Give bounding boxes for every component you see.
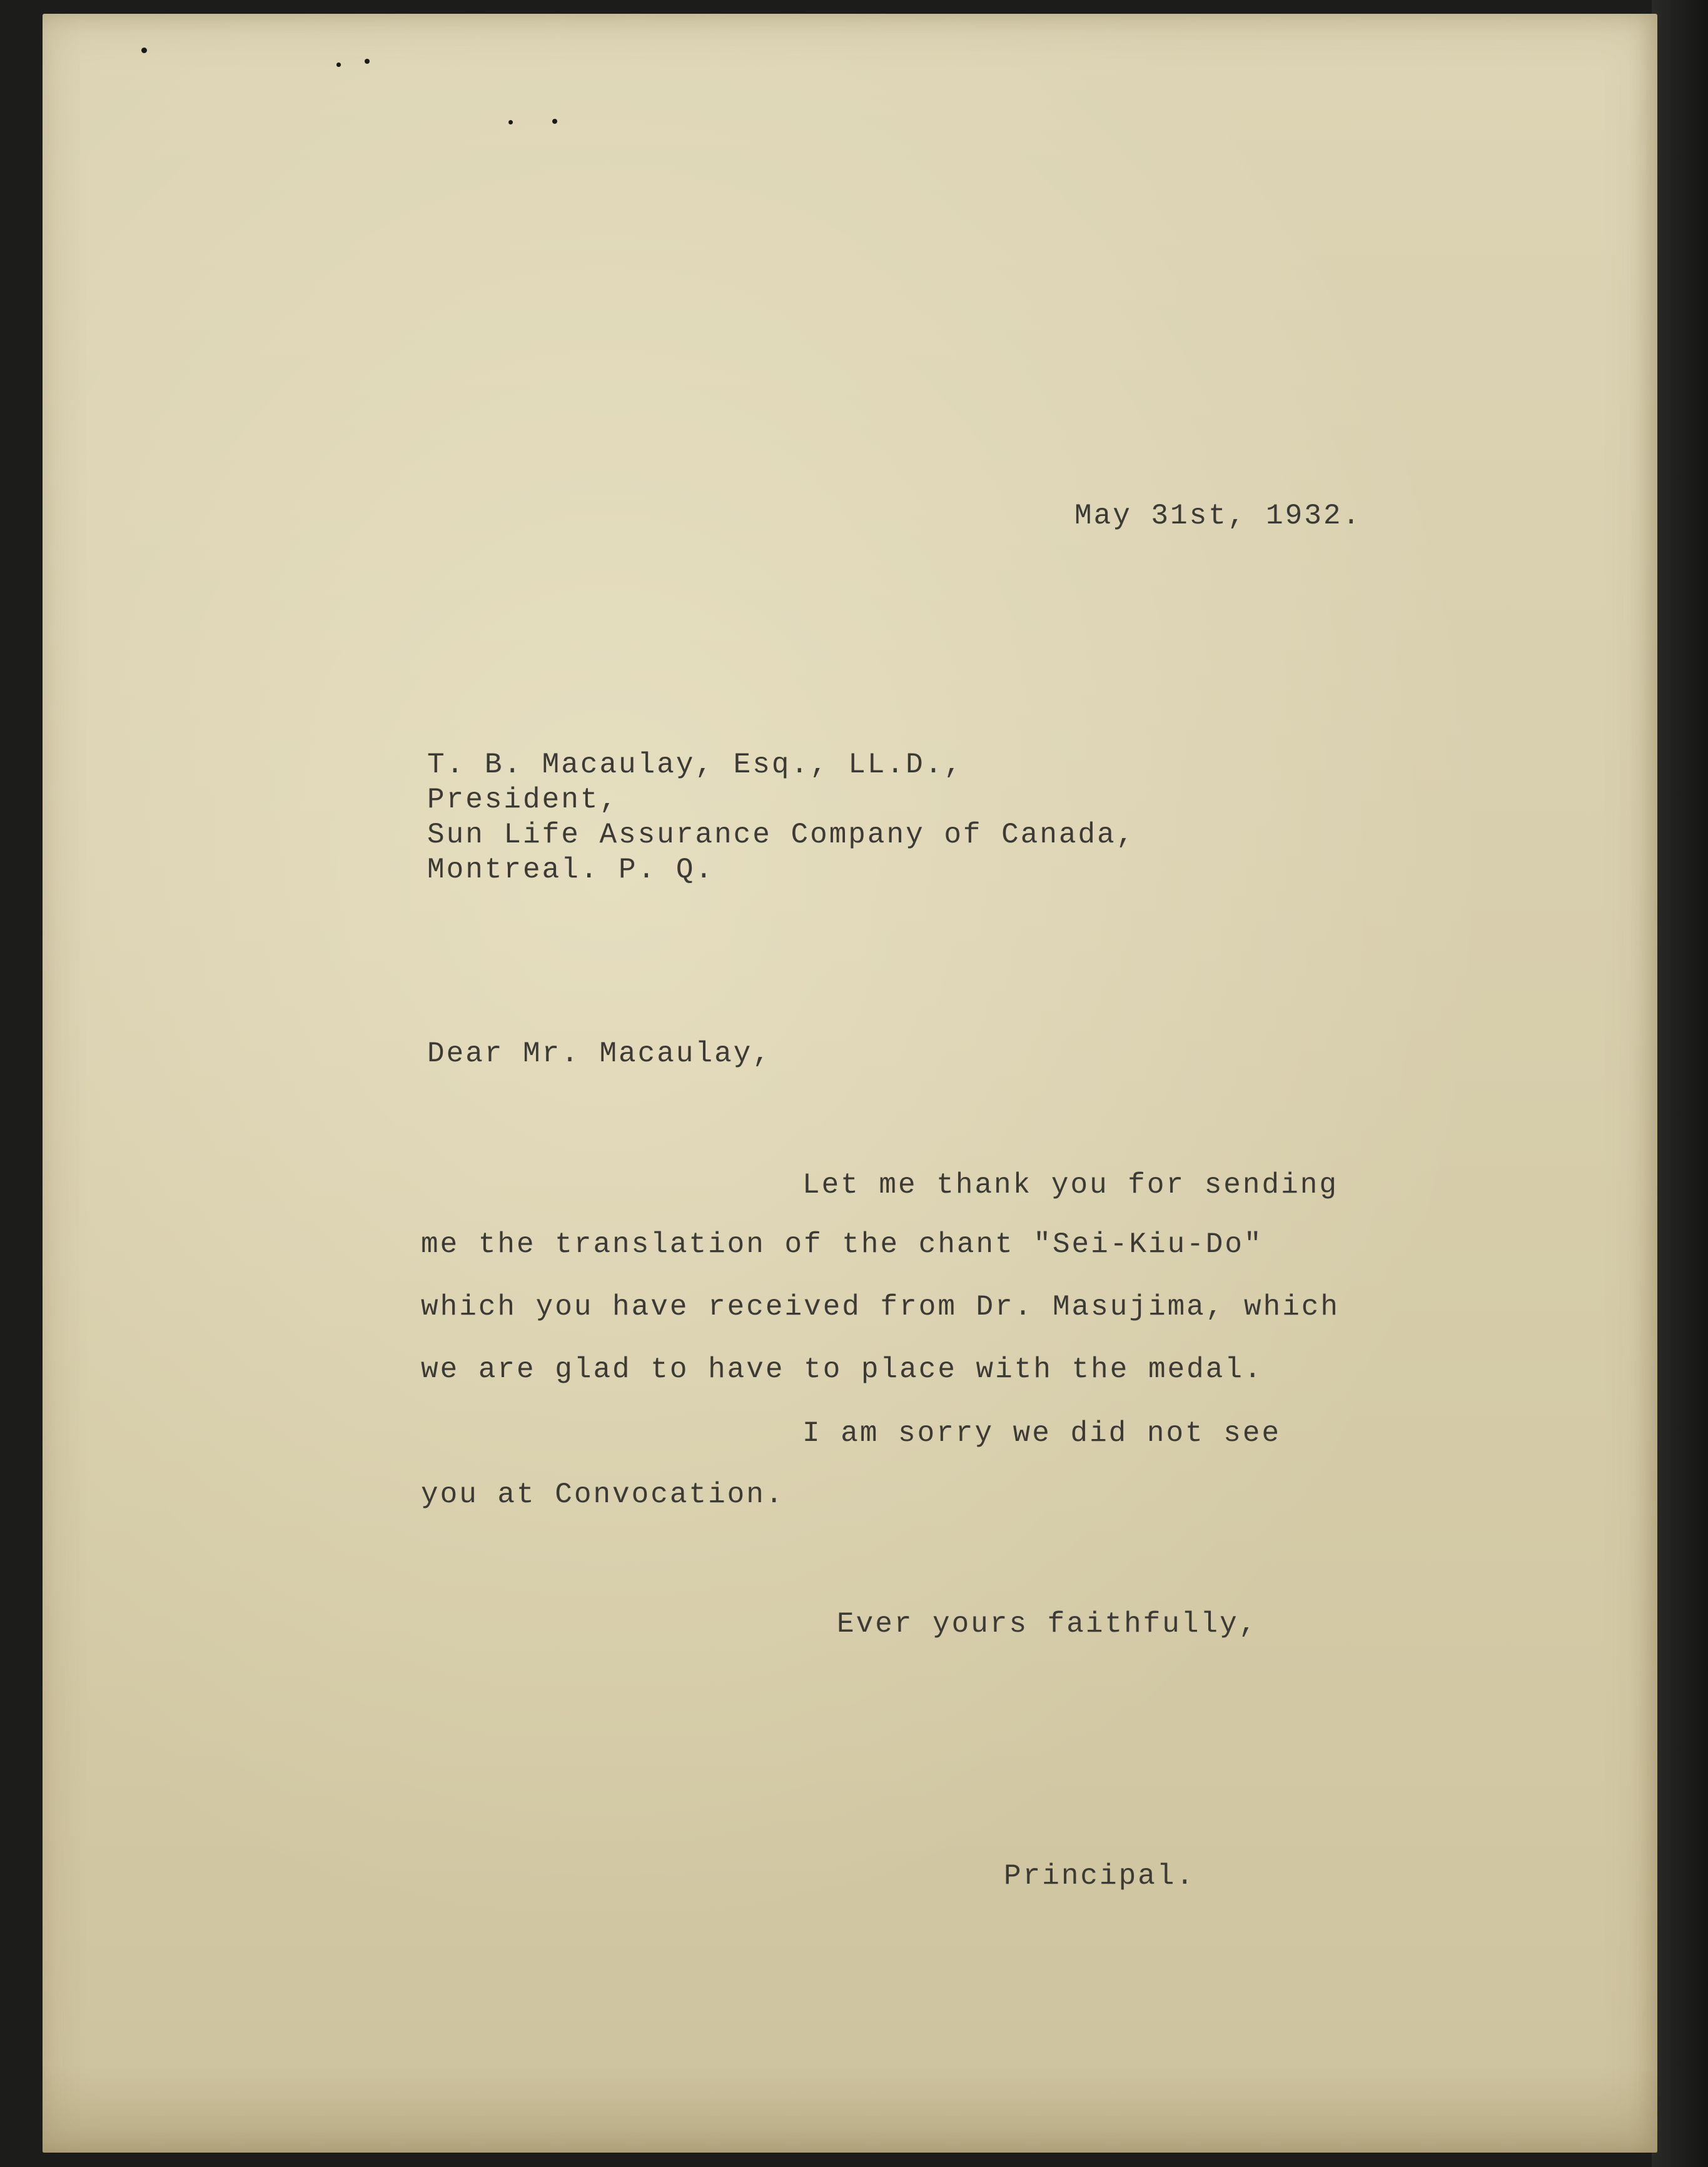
- ink-speck: [336, 63, 341, 67]
- ink-speck: [365, 59, 370, 64]
- ink-speck: [552, 119, 557, 124]
- ink-speck: [508, 120, 513, 124]
- recipient-title: President,: [427, 784, 619, 816]
- signature-title: Principal.: [1004, 1860, 1196, 1892]
- body-line: Let me thank you for sending: [802, 1169, 1338, 1201]
- closing: Ever yours faithfully,: [837, 1608, 1258, 1640]
- body-line: which you have received from Dr. Masujima, which: [421, 1291, 1340, 1323]
- body-line: me the translation of the chant "Sei-Kiu-Do": [421, 1228, 1263, 1261]
- letter-page: [43, 14, 1657, 2153]
- recipient-company: Sun Life Assurance Company of Canada,: [427, 819, 1136, 851]
- recipient-city: Montreal. P. Q.: [427, 854, 715, 886]
- salutation: Dear Mr. Macaulay,: [427, 1038, 772, 1070]
- recipient-name: T. B. Macaulay, Esq., LL.D.,: [427, 749, 963, 781]
- body-line: I am sorry we did not see: [802, 1417, 1281, 1450]
- ink-speck: [141, 48, 147, 53]
- letter-date: May 31st, 1932.: [1074, 500, 1362, 532]
- body-line: we are glad to have to place with the medal.: [421, 1353, 1263, 1386]
- body-line: you at Convocation.: [421, 1478, 785, 1511]
- scan-background: [1652, 0, 1708, 2167]
